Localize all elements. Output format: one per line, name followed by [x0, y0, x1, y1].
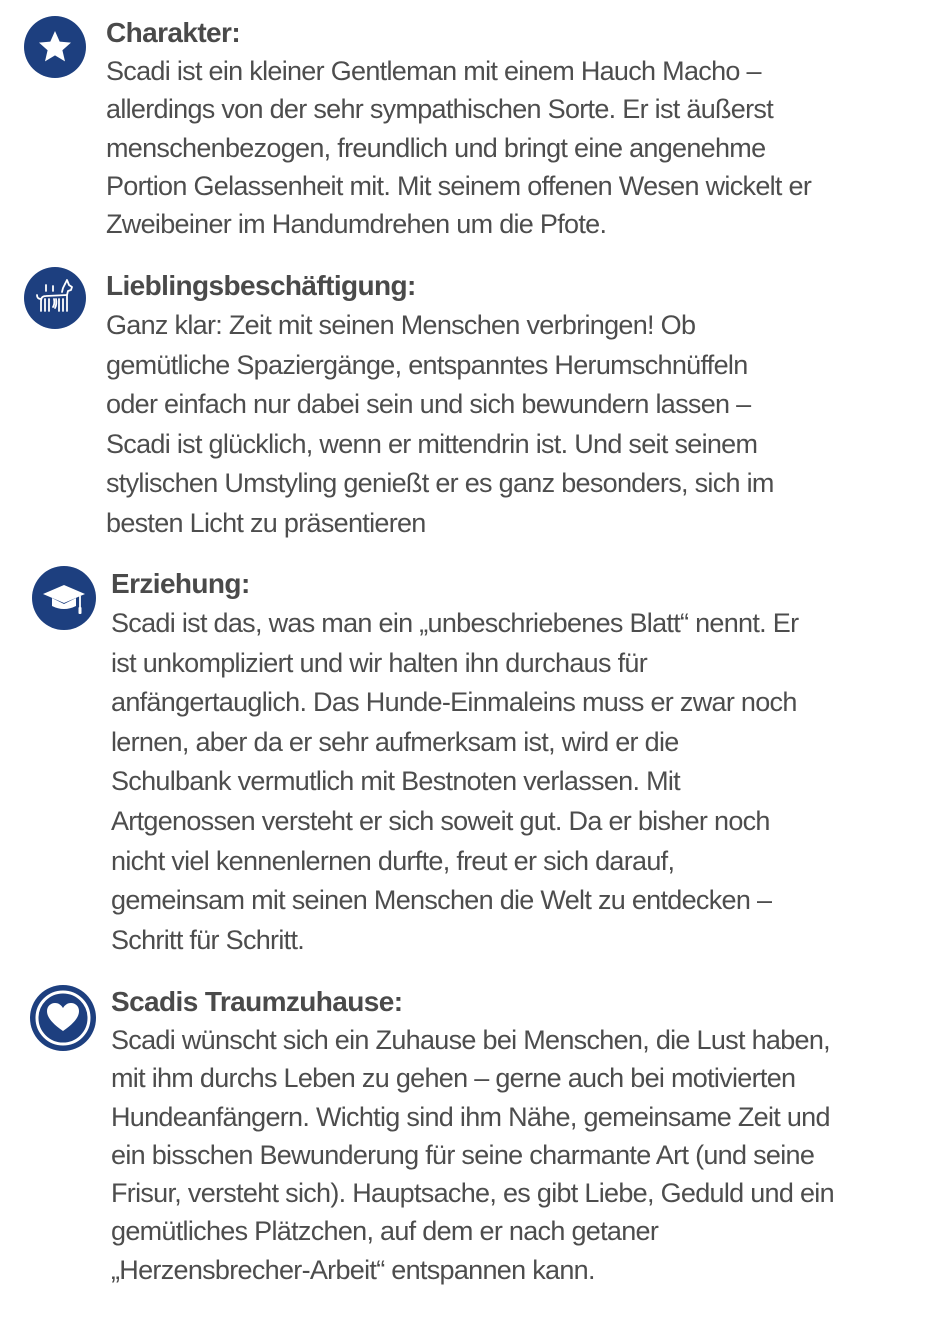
text-line: ein bisschen Bewunderung für seine charmante Art (und seine	[111, 1139, 815, 1170]
section-heading: Scadis Traumzuhause:	[111, 986, 403, 1017]
text-line: nicht viel kennenlernen durfte, freut er sich darauf,	[111, 845, 675, 876]
text-line: Ganz klar: Zeit mit seinen Menschen verbringen! Ob	[106, 310, 696, 340]
text-line: gemütliches Plätzchen, auf dem er nach getaner	[111, 1216, 659, 1247]
text-line: allerdings von der sehr sympathischen Sorte. Er ist äußerst	[106, 94, 774, 125]
text-line: lernen, aber da er sehr aufmerksam ist, wird er die	[111, 726, 679, 757]
section-text	[106, 266, 774, 543]
text-line: besten Licht zu präsentieren	[106, 507, 426, 538]
section-heading: Lieblingsbeschäftigung:	[106, 270, 416, 301]
text-line: anfängertauglich. Das Hunde-Einmaleins muss er zwar noch	[111, 687, 797, 718]
text-line: Hundeanfängern. Wichtig sind ihm Nähe, gemeinsame Zeit und	[111, 1101, 830, 1132]
text-line: Portion Gelassenheit mit. Mit seinem offenen Wesen wickelt er	[106, 170, 812, 201]
heart-icon	[30, 985, 96, 1051]
dog-icon	[24, 267, 86, 329]
text-line: oder einfach nur dabei sein und sich bewundern lassen –	[106, 389, 751, 419]
text-line: Schritt für Schritt.	[111, 924, 305, 955]
text-line: mit ihm durchs Leben zu gehen – gerne auch bei motivierten	[111, 1063, 796, 1094]
text-line: Scadi ist glücklich, wenn er mittendrin ist. Und seit seinem	[106, 428, 758, 459]
text-line: gemütliche Spaziergänge, entspanntes Herumschnüffeln	[106, 349, 748, 380]
text-line: ist unkompliziert und wir halten ihn durchaus für	[111, 647, 647, 678]
section-text	[111, 983, 834, 1289]
text-line: Scadi ist das, was man ein „unbeschriebenes Blatt“ nennt. Er	[111, 608, 799, 638]
graduation-cap-icon	[32, 566, 96, 630]
section-text	[106, 14, 811, 243]
text-line: Zweibeiner im Handumdrehen um die Pfote.	[106, 209, 607, 240]
text-line: menschenbezogen, freundlich und bringt eine angenehme	[106, 132, 766, 163]
text-line: Scadi wünscht sich ein Zuhause bei Menschen, die Lust haben,	[111, 1025, 830, 1055]
section-heading: Erziehung:	[111, 568, 250, 599]
text-line: Frisur, versteht sich). Hauptsache, es gibt Liebe, Geduld und ein	[111, 1178, 834, 1209]
text-line: gemeinsam mit seinen Menschen die Welt zu entdecken –	[111, 885, 772, 916]
text-line: Artgenossen versteht er sich soweit gut. Da er bisher noch	[111, 805, 770, 836]
text-line: Schulbank vermutlich mit Bestnoten verlassen. Mit	[111, 766, 680, 797]
text-line: Scadi ist ein kleiner Gentleman mit einem Hauch Macho –	[106, 56, 761, 86]
section-text	[111, 564, 798, 960]
text-line: stylischen Umstyling genießt er es ganz besonders, sich im	[106, 468, 774, 498]
star-icon	[24, 16, 86, 78]
section-heading: Charakter:	[106, 17, 241, 48]
text-line: „Herzensbrecher-Arbeit“ entspannen kann.	[111, 1254, 595, 1285]
